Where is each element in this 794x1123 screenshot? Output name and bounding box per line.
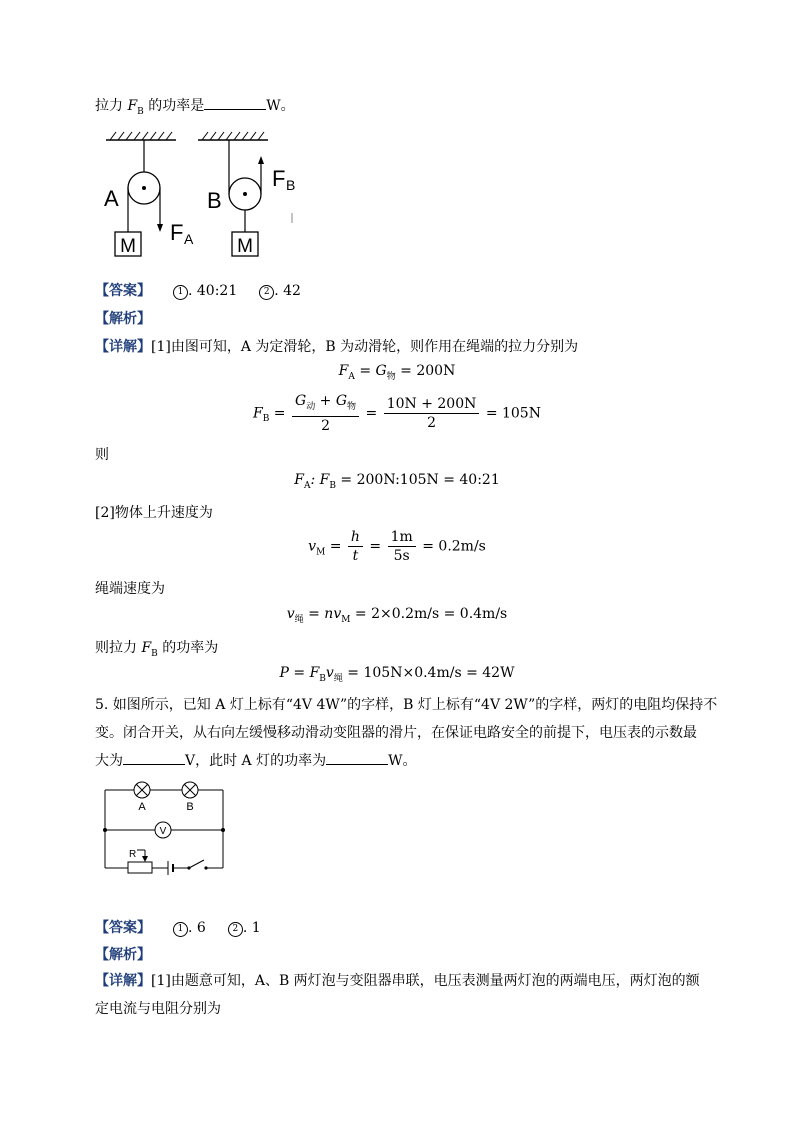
equation-ratio: $F_A$: $F_B$ = 200N:105N = 40:21 bbox=[294, 472, 500, 491]
analysis-label-2: 【解析】 bbox=[95, 947, 151, 963]
q5-line-2: 变。闭合开关，从右向左缓慢移动滑动变阻器的滑片，在保证电路安全的前提下，电压表的示数最 bbox=[95, 725, 697, 741]
answer-line-2: 【答案】 1 . 6 2 . 1 bbox=[95, 920, 261, 936]
answer-blank bbox=[204, 97, 266, 110]
circuit-diagram bbox=[100, 780, 230, 875]
detail-2-line-2: 定电流与电阻分别为 bbox=[95, 1001, 221, 1017]
force-fb: F bbox=[272, 166, 286, 191]
equation-v-rope: $v_绳 = nv_M = 2\times 0.2m/s = 0.4m/s$ bbox=[286, 606, 508, 625]
q5-line-1: 5. 如图所示，已知 A 灯上标有“4V 4W”的字样，B 灯上标有“4V 2W”的字样，两灯的电阻均保持不 bbox=[95, 697, 718, 713]
mass-m-a: M bbox=[120, 236, 136, 257]
q4-power-question: 拉力 $F_B$ 的功率是 W。 bbox=[95, 98, 295, 117]
pulley-diagram bbox=[100, 128, 310, 263]
power-intro: 则拉力 $F_B$ 的功率为 bbox=[95, 640, 219, 659]
force-fa: F bbox=[170, 220, 184, 245]
q5-line-3: 大为 V，此时 A 灯的功率为 W。 bbox=[95, 753, 417, 769]
force-fb-sub: B bbox=[286, 177, 296, 193]
equation-power: $P = F_Bv_绳 = 105N\times 0.4m/s = 42W$ bbox=[279, 665, 515, 684]
equation-fb: $F_B$ = $\frac{G_动 + G_物}{2}$ = $\frac{10N + 200N}{2}$ = 105N bbox=[253, 393, 541, 434]
force-fa-sub: A bbox=[184, 231, 194, 247]
analysis-label-1: 【解析】 bbox=[95, 311, 151, 327]
mass-m-b: M bbox=[237, 236, 253, 257]
answer-line-1: 【答案】 1 . 40:21 2 . 42 bbox=[95, 283, 301, 299]
rope-speed-label: 绳端速度为 bbox=[95, 581, 165, 597]
answer-blank bbox=[123, 752, 185, 765]
answer-blank bbox=[326, 752, 388, 765]
label-a: A bbox=[104, 186, 119, 211]
detail-1: 【详解】[1]由图可知，A 为定滑轮，B 为动滑轮，则作用在绳端的拉力分别为 bbox=[95, 339, 579, 355]
detail-2-line-1: 【详解】[1]由题意可知，A、B 两灯泡与变阻器串联，电压表测量两灯泡的两端电压，两灯泡的额 bbox=[95, 973, 700, 989]
voltmeter-label: V bbox=[159, 826, 167, 837]
rheostat-label: R bbox=[129, 849, 137, 860]
lamp-a-label: A bbox=[138, 801, 146, 813]
lamp-b-label: B bbox=[186, 801, 194, 813]
equation-fa: $F_A = G_物 = 200N$ bbox=[338, 363, 456, 382]
text-ze: 则 bbox=[95, 447, 109, 463]
label-b: B bbox=[207, 188, 222, 213]
step-2: [2]物体上升速度为 bbox=[95, 505, 213, 521]
equation-vm: $v_M$ = $\frac{h}{t}$ = $\frac{1m}{5s}$ = 0.2m/s bbox=[308, 529, 486, 564]
